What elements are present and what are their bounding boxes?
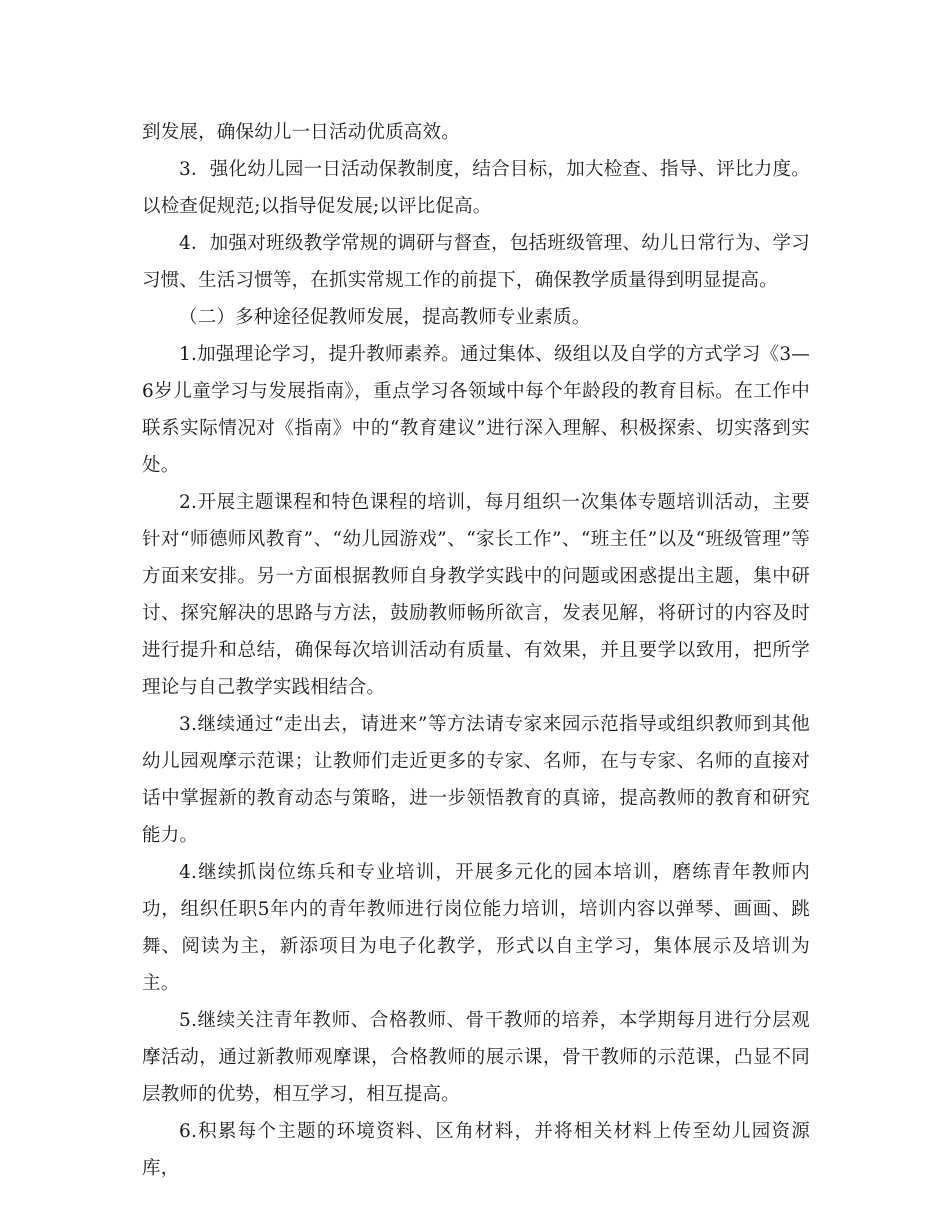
paragraph-continuation: 到发展，确保幼儿一日活动优质高效。 xyxy=(142,122,460,143)
paragraph-item-4: 4．加强对班级教学常规的调研与督查，包括班级管理、幼儿日常行为、学习习惯、生活习惯等，在抓实常规工作的前提下，确保教学质量得到明显提高。 xyxy=(142,233,810,291)
document-body xyxy=(142,114,810,1187)
paragraph-point-1: 1.加强理论学习，提升教师素养。通过集体、级组以及自学的方式学习《3—6岁儿童学习与发展指南》，重点学习各领域中每个年龄段的教育目标。在工作中联系实际情况对《指南》中的“教育建议”进行深入理解、积极探索、切实落到实处。 xyxy=(142,344,810,476)
paragraph-point-2: 2.开展主题课程和特色课程的培训，每月组织一次集体专题培训活动，主要针对“师德师风教育”、“幼儿园游戏”、“家长工作”、“班主任”以及“班级管理”等方面来安排。另一方面根据教师自身教学实践中的问题或困惑提出主题，集中研讨、探究解决的思路与方法，鼓励教师畅所欲言，发表见解，将研讨的内容及时进行提升和总结，确保每次培训活动有质量、有效果，并且要学以致用，把所学理论与自己教学实践相结合。 xyxy=(142,492,810,698)
paragraph-point-5: 5.继续关注青年教师、合格教师、骨干教师的培养，本学期每月进行分层观摩活动，通过新教师观摩课，合格教师的展示课，骨干教师的示范课，凸显不同层教师的优势，相互学习，相互提高。 xyxy=(142,1010,810,1105)
section-heading: （二）多种途径促教师发展，提高教师专业素质。 xyxy=(179,307,591,328)
paragraph-point-4: 4.继续抓岗位练兵和专业培训，开展多元化的园本培训，磨练青年教师内功，组织任职5年内的青年教师进行岗位能力培训，培训内容以弹琴、画画、跳舞、阅读为主，新添项目为电子化教学，形式以自主学习，集体展示及培训为主。 xyxy=(142,862,810,994)
paragraph-item-3: 3．强化幼儿园一日活动保教制度，结合目标，加大检查、指导、评比力度。以检查促规范;以指导促发展;以评比促高。 xyxy=(142,159,810,217)
paragraph-point-3: 3.继续通过“走出去，请进来”等方法请专家来园示范指导或组织教师到其他幼儿园观摩示范课；让教师们走近更多的专家、名师，在与专家、名师的直接对话中掌握新的教育动态与策略，进一步领悟教育的真谛，提高教师的教育和研究能力。 xyxy=(142,714,810,846)
paragraph-point-6: 6.积累每个主题的环境资料、区角材料，并将相关材料上传至幼儿园资源库， xyxy=(142,1121,810,1179)
